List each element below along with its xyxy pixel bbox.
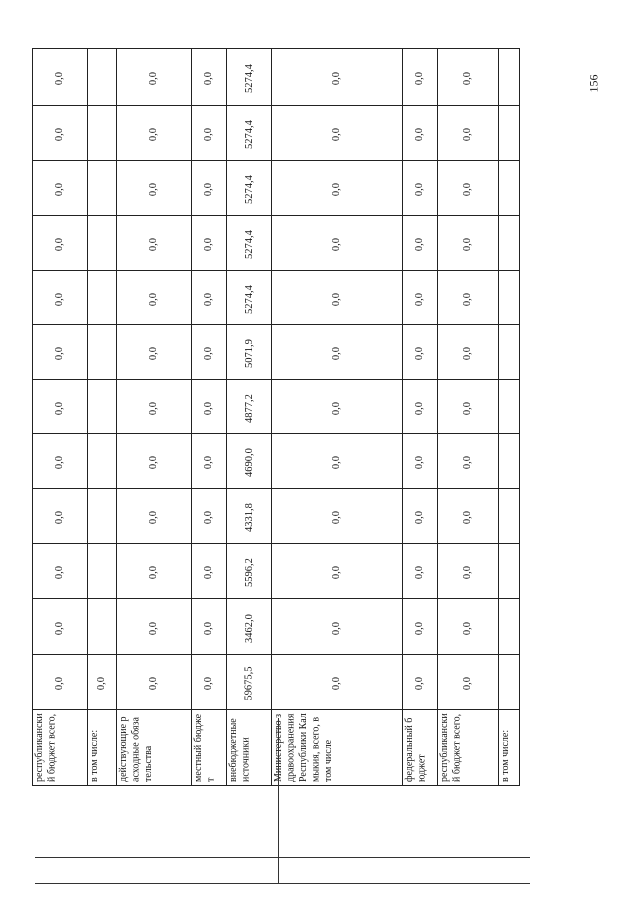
cell-value: 0,0 — [331, 455, 343, 470]
cell-value: 0,0 — [462, 510, 474, 525]
table-cell — [403, 325, 438, 380]
table-cell — [227, 216, 272, 271]
cell-value: 0,0 — [331, 292, 343, 306]
cell-value: 0,0 — [462, 71, 474, 86]
value-band-7 — [33, 271, 520, 325]
cell-value: 0,0 — [148, 182, 160, 197]
table-cell — [438, 325, 499, 380]
table-cell — [88, 49, 117, 106]
table-cell — [438, 161, 499, 216]
table-cell — [272, 325, 403, 380]
cell-value: 0,0 — [414, 455, 426, 470]
lower-rule-bottom — [35, 883, 530, 884]
table-cell — [438, 106, 499, 161]
cell-value: 0,0 — [54, 292, 66, 306]
table-cell — [403, 655, 438, 710]
cell-value: 0,0 — [96, 676, 108, 691]
table-cell — [227, 49, 272, 106]
table-cell — [499, 271, 520, 325]
cell-value: 0,0 — [462, 127, 474, 142]
cell-value: 0,0 — [54, 401, 66, 415]
cell-value: 0,0 — [203, 455, 215, 470]
row-label-cell — [88, 710, 117, 786]
table-cell — [227, 161, 272, 216]
cell-value: 0,0 — [54, 346, 66, 361]
row-label: внебюджетные источники — [228, 718, 252, 782]
cell-value: 0,0 — [462, 621, 474, 635]
budget-table — [32, 48, 528, 790]
cell-value: 0,0 — [331, 237, 343, 252]
cell-value: 0,0 — [331, 346, 343, 361]
table-cell — [33, 161, 88, 216]
cell-value: 0,0 — [414, 292, 426, 306]
row-label: действующие расходные обязательства — [118, 716, 154, 782]
cell-value: 0,0 — [331, 621, 343, 635]
cell-value: 0,0 — [148, 237, 160, 252]
row-label-cell — [117, 710, 192, 786]
value-band-9 — [33, 161, 520, 216]
table-cell — [438, 434, 499, 489]
cell-value: 0,0 — [331, 510, 343, 525]
row-label: в том числе: — [500, 729, 511, 782]
table-cell — [438, 655, 499, 710]
table-cell — [88, 489, 117, 544]
cell-value: 0,0 — [414, 182, 426, 197]
table-cell — [272, 655, 403, 710]
cell-value: 0,0 — [54, 127, 66, 142]
table-cell — [227, 325, 272, 380]
cell-value: 0,0 — [414, 127, 426, 142]
table-cell — [117, 161, 192, 216]
table-cell — [272, 434, 403, 489]
cell-value: 0,0 — [462, 455, 474, 470]
table-cell — [272, 161, 403, 216]
table-cell — [403, 216, 438, 271]
table-cell — [88, 544, 117, 599]
value-band-4 — [33, 434, 520, 489]
cell-value: 5274,4 — [243, 284, 255, 314]
row-label: республиканский бюджет всего, — [34, 713, 58, 782]
cell-value: 0,0 — [148, 71, 160, 86]
lower-rule-top — [35, 857, 530, 858]
table-cell — [272, 106, 403, 161]
row-label: Министерство здравоохранения Республики Калмыкия, всего, в том числе — [273, 713, 334, 782]
table-cell — [272, 271, 403, 325]
cell-value: 0,0 — [462, 182, 474, 197]
table-cell — [499, 161, 520, 216]
cell-value: 0,0 — [148, 510, 160, 525]
cell-value: 0,0 — [331, 676, 343, 691]
table-cell — [33, 655, 88, 710]
table-cell — [272, 544, 403, 599]
cell-value: 0,0 — [54, 565, 66, 580]
cell-value: 0,0 — [331, 401, 343, 415]
cell-value: 3462,0 — [243, 613, 255, 643]
table-cell — [88, 216, 117, 271]
table-cell — [403, 380, 438, 434]
table-cell — [403, 489, 438, 544]
cell-value: 0,0 — [148, 401, 160, 415]
table-cell — [117, 271, 192, 325]
row-label: федеральный бюджет — [404, 717, 428, 782]
cell-value: 0,0 — [54, 621, 66, 635]
cell-value: 5071,9 — [243, 339, 255, 368]
cell-value: 0,0 — [148, 676, 160, 691]
cell-value: 5274,4 — [243, 120, 255, 149]
cell-value: 0,0 — [54, 510, 66, 525]
cell-value: 0,0 — [54, 237, 66, 252]
cell-value: 5274,4 — [243, 230, 255, 259]
value-band-0 — [33, 655, 520, 710]
table-cell — [33, 434, 88, 489]
cell-value: 0,0 — [203, 237, 215, 252]
table-cell — [403, 544, 438, 599]
cell-value: 0,0 — [462, 401, 474, 415]
table-cell — [499, 380, 520, 434]
table-cell — [227, 271, 272, 325]
table-cell — [438, 380, 499, 434]
table-cell — [403, 599, 438, 655]
cell-value: 0,0 — [54, 455, 66, 470]
table-cell — [272, 489, 403, 544]
table-cell — [88, 434, 117, 489]
cell-value: 0,0 — [462, 292, 474, 306]
table-cell — [117, 434, 192, 489]
row-label-cell — [438, 710, 499, 786]
cell-value: 0,0 — [331, 71, 343, 86]
label-band — [33, 710, 520, 786]
table-cell — [499, 599, 520, 655]
table-cell — [227, 655, 272, 710]
table-cell — [192, 49, 227, 106]
table-cell — [192, 325, 227, 380]
cell-value: 0,0 — [462, 676, 474, 691]
cell-value: 0,0 — [54, 71, 66, 86]
cell-value: 0,0 — [414, 676, 426, 691]
table-cell — [192, 271, 227, 325]
table-cell — [438, 599, 499, 655]
table-cell — [33, 325, 88, 380]
cell-value: 0,0 — [148, 565, 160, 580]
table-cell — [33, 599, 88, 655]
table-cell — [403, 106, 438, 161]
table-cell — [272, 216, 403, 271]
cell-value: 0,0 — [414, 621, 426, 635]
row-label-cell — [33, 710, 88, 786]
cell-value: 0,0 — [203, 127, 215, 142]
cell-value: 0,0 — [203, 676, 215, 691]
cell-value: 4877,2 — [243, 393, 255, 423]
cell-value: 0,0 — [414, 71, 426, 86]
cell-value: 0,0 — [148, 292, 160, 306]
cell-value: 0,0 — [462, 237, 474, 252]
table-cell — [88, 325, 117, 380]
cell-value: 0,0 — [54, 676, 66, 691]
cell-value: 0,0 — [414, 237, 426, 252]
table-cell — [33, 216, 88, 271]
cell-value: 5274,4 — [243, 64, 255, 93]
table-cell — [227, 106, 272, 161]
value-band-11 — [33, 49, 520, 106]
table-cell — [33, 106, 88, 161]
cell-value: 0,0 — [331, 127, 343, 142]
cell-value: 0,0 — [331, 565, 343, 580]
table-cell — [499, 434, 520, 489]
table-cell — [117, 216, 192, 271]
table-cell — [272, 380, 403, 434]
table-cell — [88, 599, 117, 655]
table-cell — [499, 106, 520, 161]
table-cell — [192, 434, 227, 489]
value-band-2 — [33, 544, 520, 599]
table-cell — [117, 599, 192, 655]
value-band-10 — [33, 106, 520, 161]
cell-value: 0,0 — [203, 346, 215, 361]
table-cell — [227, 599, 272, 655]
table-cell — [499, 544, 520, 599]
cell-value: 0,0 — [203, 292, 215, 306]
table-cell — [117, 325, 192, 380]
row-label-cell — [403, 710, 438, 786]
row-label: республиканский бюджет всего, — [439, 713, 463, 782]
cell-value: 0,0 — [148, 346, 160, 361]
table-cell — [117, 106, 192, 161]
cell-value: 0,0 — [414, 565, 426, 580]
value-band-5 — [33, 380, 520, 434]
cell-value: 0,0 — [203, 621, 215, 635]
table-cell — [192, 106, 227, 161]
table-cell — [88, 655, 117, 710]
table-cell — [117, 380, 192, 434]
table-cell — [192, 216, 227, 271]
table-cell — [33, 271, 88, 325]
cell-value: 0,0 — [203, 182, 215, 197]
table-cell — [438, 544, 499, 599]
cell-value: 0,0 — [148, 621, 160, 635]
table-cell — [88, 271, 117, 325]
table-cell — [272, 599, 403, 655]
table-cell — [499, 216, 520, 271]
cell-value: 0,0 — [203, 401, 215, 415]
table-cell — [403, 161, 438, 216]
table-cell — [403, 49, 438, 106]
row-label: местный бюджет — [193, 713, 217, 782]
table-cell — [117, 49, 192, 106]
table-cell — [403, 271, 438, 325]
table-cell — [227, 544, 272, 599]
table-cell — [192, 544, 227, 599]
cell-value: 0,0 — [203, 510, 215, 525]
table-cell — [88, 161, 117, 216]
cell-value: 0,0 — [331, 182, 343, 197]
table-cell — [499, 49, 520, 106]
lower-divider — [278, 718, 279, 883]
table-cell — [499, 655, 520, 710]
value-band-6 — [33, 325, 520, 380]
table-cell — [33, 489, 88, 544]
page-number: 156 — [586, 74, 601, 93]
budget-grid — [32, 48, 520, 786]
cell-value: 4331,8 — [243, 503, 255, 532]
table-cell — [499, 489, 520, 544]
table-cell — [117, 544, 192, 599]
table-cell — [403, 434, 438, 489]
cell-value: 5596,2 — [243, 558, 255, 587]
table-cell — [33, 544, 88, 599]
table-cell — [227, 489, 272, 544]
table-cell — [192, 489, 227, 544]
table-cell — [438, 216, 499, 271]
cell-value: 59675,5 — [243, 666, 255, 701]
cell-value: 0,0 — [414, 346, 426, 361]
value-band-8 — [33, 216, 520, 271]
row-label-cell — [499, 710, 520, 786]
cell-value: 4690,0 — [243, 448, 255, 477]
row-label-cell — [227, 710, 272, 786]
table-cell — [33, 380, 88, 434]
table-cell — [88, 106, 117, 161]
table-cell — [438, 49, 499, 106]
table-cell — [192, 655, 227, 710]
table-cell — [272, 49, 403, 106]
value-band-1 — [33, 599, 520, 655]
table-cell — [33, 49, 88, 106]
table-cell — [117, 655, 192, 710]
cell-value: 0,0 — [462, 346, 474, 361]
cell-value: 0,0 — [462, 565, 474, 580]
cell-value: 0,0 — [203, 71, 215, 86]
table-cell — [192, 599, 227, 655]
table-cell — [117, 489, 192, 544]
cell-value: 0,0 — [54, 182, 66, 197]
table-cell — [192, 380, 227, 434]
cell-value: 5274,4 — [243, 175, 255, 204]
cell-value: 0,0 — [203, 565, 215, 580]
table-cell — [192, 161, 227, 216]
cell-value: 0,0 — [148, 455, 160, 470]
table-cell — [227, 434, 272, 489]
cell-value: 0,0 — [414, 510, 426, 525]
value-band-3 — [33, 489, 520, 544]
row-label-cell — [272, 710, 403, 786]
cell-value: 0,0 — [414, 401, 426, 415]
table-cell — [499, 325, 520, 380]
table-cell — [88, 380, 117, 434]
row-label: в том числе: — [89, 729, 100, 782]
table-cell — [438, 271, 499, 325]
cell-value: 0,0 — [148, 127, 160, 142]
table-cell — [227, 380, 272, 434]
row-label-cell — [192, 710, 227, 786]
table-cell — [438, 489, 499, 544]
